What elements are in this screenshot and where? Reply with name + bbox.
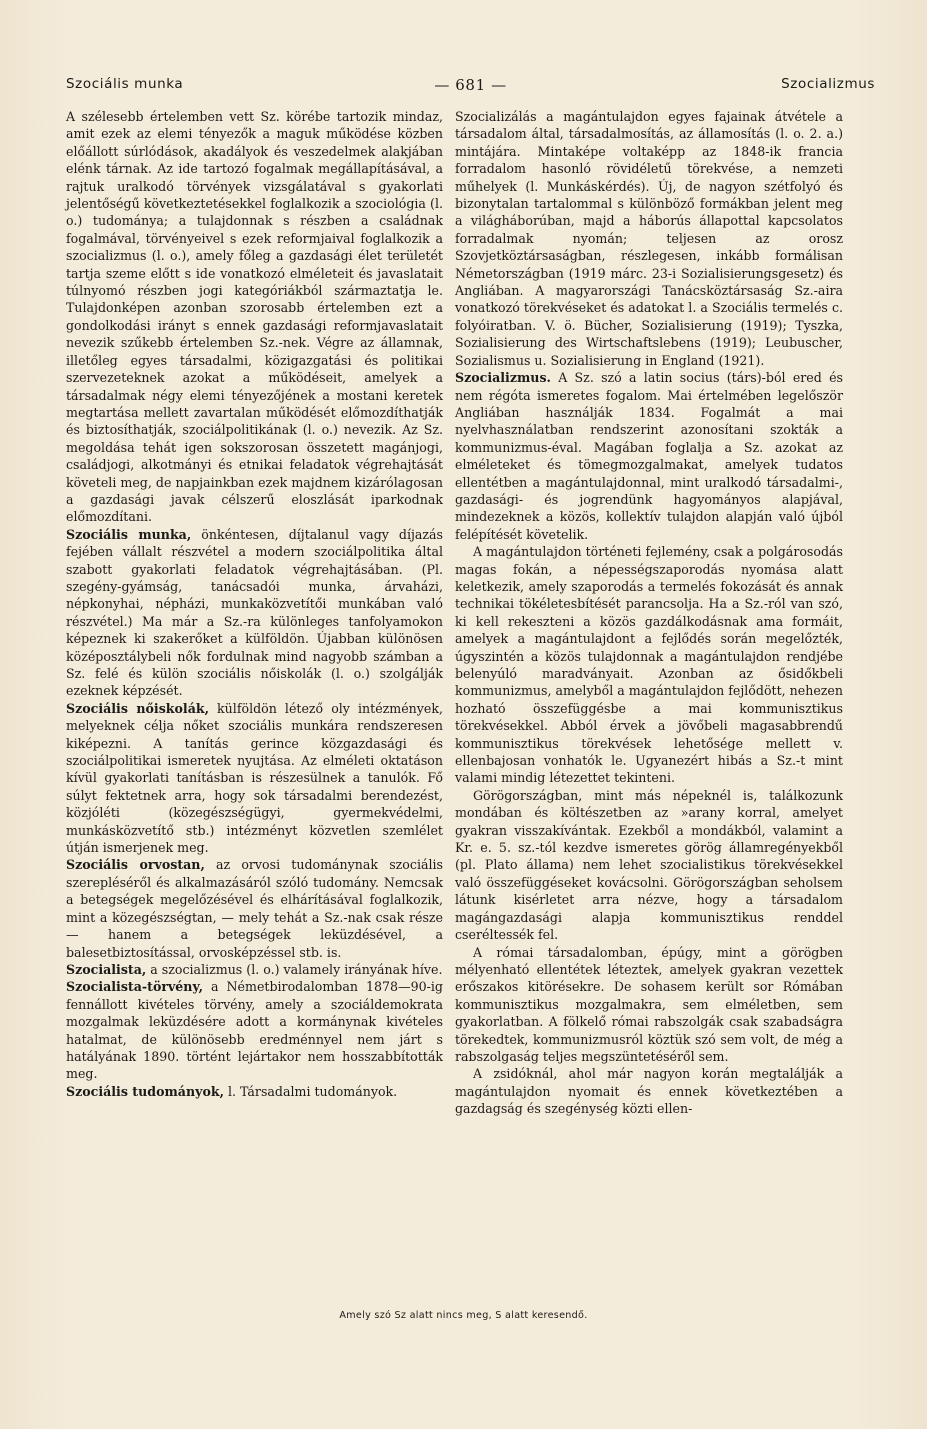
entry-term: Szociális orvostan,	[66, 857, 205, 873]
entry-text: Görögországban, mint más népeknél is, találkozunk mondában és költészetben az »arany korral, amelyet gyakran visszakívántak. Ezekből a mondákból, valamint a Kr. e. 5. sz.-tól kezdve ismeretes görög államregényekből (pl. Plato állama) nem lehet szocialistikus törekvésekkel való összefüggéseket kovácsolni. Görögországban seholsem látunk kisérletet arra nézve, hogy a társadalom magángazdasági alapja kommunisztikus renddel cseréltessék fel.	[455, 787, 843, 943]
header-left-title: Szociális munka	[66, 76, 184, 92]
paragraph	[66, 108, 443, 526]
entry-term: Szocializmus.	[455, 370, 551, 386]
left-column	[66, 108, 443, 1100]
paragraph	[66, 1083, 443, 1100]
entry-term: Szocialista-törvény,	[66, 979, 203, 995]
paragraph	[455, 108, 843, 369]
entry-text: A zsidóknál, ahol már nagyon korán megtalálják a magántulajdon nyomait és ennek következtében a gazdagság és szegénység közti ellen-	[455, 1066, 843, 1117]
entry-term: Szociális nőiskolák,	[66, 700, 209, 716]
entry-text: A magántulajdon történeti fejlemény, csak a polgárosodás magas fokán, a népességszaporodás nyomása alatt keletkezik, amely szaporodás a termelés fokozását és annak technikai tökéletesbítését parancsolja. Ha a Sz.-ról van szó, ki kell rekeszteni a közös gazdálkodásnak ama formáit, amelyek a magántulajdont a fejlődés során megelőzték, úgyszintén a közös tulajdonnak a magántulajdon rendjébe belenyúló maradványait. Azonban az ősidőkbeli kommunizmus, amelyből a magántulajdon fejlődött, nehezen hozható összefüggésbe a mai kommunisztikus törekvésekkel. Abból érvek a jövőbeli magasabbrendű kommunisztikus törekvések lehetősége mellett v. ellenbajosan vonhatók le. Ugyanezért hibás a Sz.-t mint valami mindig létezettet tekinteni.	[455, 544, 843, 786]
entry-text: a Németbirodalomban 1878—90-ig fennállott kivételes törvény, amely a szociáldemokrata mozgalmak leküzdésére adott a kormánynak kivételes hatalmat, de különösebb eredménnyel nem járt s hatályának 1890. történt lejártakor nem hosszabbították meg.	[66, 979, 443, 1082]
entry-text: külföldön létező oly intézmények, melyeknek célja nőket szociális munkára rendszeresen kiképezni. A tanítás gerince közgazdasági és szociálpolitikai ismeretek nyujtása. Az elméleti oktatáson kívül gyakorlati tanításban is részesülnek a tanulók. Fő súlyt fektetnek arra, hogy sok társadalmi berendezést, közjóléti (közegészségügyi, gyermekvédelmi, munkásközvetítő stb.) intézményt közvetlen szemlélet útján ismerjenek meg.	[66, 700, 443, 856]
paragraph	[66, 961, 443, 978]
entry-text: a szocializmus (l. o.) valamely irányának híve.	[146, 961, 443, 977]
paragraph	[455, 1065, 843, 1117]
running-header	[66, 76, 875, 96]
entry-text: az orvosi tudománynak szociális szerepléséről és alkalmazásáról szóló tudomány. Nemcsak a betegségek megelőzésével és elhárításával foglalkozik, mint a közegészségtan, — mely tehát a Sz.-nak csak része — hanem a betegségek leküzdésével, a balesetbiztosítással, orvosképzéssel stb. is.	[66, 857, 443, 960]
entry-term: Szocialista,	[66, 961, 147, 977]
entry-term: Szociális munka,	[66, 526, 192, 542]
paragraph	[66, 700, 443, 857]
entry-text: Szocializálás a magántulajdon egyes fajainak átvétele a társadalom által, társadalmosítás, az államosítás (l. o. 2. a.) mintájára. Mintaképe voltaképp az 1848-ik francia forradalom hasonló rövidéletű törekvése, a nemzeti műhelyek (l. Munkáskérdés). Új, de nagyon szétfolyó és bizonytalan tartalommal s különböző formákban jelent meg a világháborúban, majd a háborús állapottal kapcsolatos forradalmak nyomán; teljesen az orosz Szovjetköztársaságban, részlegesen, inkább formálisan Németországban (1919 márc. 23-i Sozialisierungsgesetz) és Angliában. A magyarországi Tanácsköztársaság Sz.-aira vonatkozó törekvéseket és adatokat l. a Szociális termelés c. folyóiratban. V. ö. Bücher, Sozialisierung (1919); Tyszka, Sozialisierung des Wirtschaftslebens (1919); Leubuscher, Sozialismus u. Sozialisierung in England (1921).	[455, 109, 843, 368]
page-footer-note: Amely szó Sz alatt nincs meg, S alatt keresendő.	[339, 1310, 588, 1321]
entry-text: A szélesebb értelemben vett Sz. körébe tartozik mindaz, amit ezek az elemi tényezők a maguk működése közben előállott súrlódások, akadályok és veszedelmek alakjában elénk tárnak. Az ide tartozó fogalmak megállapításával, a rajtuk uralkodó törvények vizsgálatával s gyakorlati jelentőségű következtetésekkel foglalkozik a szociológia (l. o.) tudománya; a tulajdonnak s részben a családnak fogalmával, törvényeivel s ezek reformjaival foglalkozik a szocializmus (l. o.), amely főleg a gazdasági élet területét tartja szeme előtt s ide vonatkozó elméleteit és javaslatait túlnyomó részben jogi kategóriákból származtatja le. Tulajdonképen azonban szorosabb értelemben ezt a gondolkodási irányt s ennek gazdasági reformjavaslatait nevezik szűkebb értelemben Sz.-nek. Végre az államnak, illetőleg egyes társadalmi, közigazgatási és politikai szervezeteknek azokat a működéseit, amelyek a társadalmak négy elemi tényezőjének a mostani keretek megtartása mellett zavartalan működését előmozdíthatják és biztosíthatják, szociálpolitikának (l. o.) nevezik. Az Sz. megoldása tehát igen sokszorosan összetett magánjogi, családjogi, alkotmányi és etnikai feladatok végrehajtását követeli meg, de napjainkban ezek majdnem kizárólagosan a gazdasági javak célszerű eloszlását iparkodnak előmozdítani.	[66, 109, 443, 525]
entry-text: A római társadalomban, épúgy, mint a görögben mélyenható ellentétek léteztek, amelyek gyakran vezettek erőszakos kitörésekre. De sohasem került sor Rómában kommunisztikus mozgalmakra, sem elméletben, sem gyakorlatban. A fölkelő római rabszolgák csak szabadságra törekedtek, kommunizmusról köztük szó sem volt, de még a rabszolgaság teljes megszüntetéséről sem.	[455, 944, 843, 1064]
paragraph	[66, 526, 443, 700]
paragraph	[66, 978, 443, 1082]
entry-text: A Sz. szó a latin socius (társ)-ból ered és nem régóta ismeretes fogalom. Mai értelmében legelőször Angliában használják 1834. Fogalmát a mai nyelvhasználatban rendszerint azonosítani szokták a kommunizmus-éval. Magában foglalja a Sz. azokat az elméleteket és tömegmozgalmakat, amelyek tudatos ellentétben a magántulajdonnal, mint uralkodó társadalmi-, gazdasági- és jogrendünk hagyományos alapjával, mindezeknek a közös, kollektív tulajdon alapján való újból felépítését követelik.	[455, 370, 843, 542]
entry-term: Szociális tudományok,	[66, 1083, 224, 1099]
header-right-title: Szocializmus	[781, 76, 875, 92]
paragraph	[455, 369, 843, 543]
entry-text: önkéntesen, díjtalanul vagy díjazás fejében vállalt részvétel a modern szociálpolitika által szabott gyakorlati feladatok végrehajtásában. (Pl. szegény-gyámság, tanácsadói munka, árvaházi, népkonyhai, népházi, munkaközvetítői munkában való részvétel.) Ma már a Sz.-ra különleges tanfolyamokon képeznek ki szakerőket a külföldön. Újabban különösen középosztálybeli nők fordulnak mind nagyobb számban a Sz. felé és külön szociális nőiskolák (l. o.) szolgálják ezeknek képzését.	[66, 526, 443, 699]
paragraph	[455, 543, 843, 787]
entry-text: l. Társadalmi tudományok.	[223, 1083, 398, 1099]
page-number: — 681 —	[434, 76, 507, 94]
paragraph	[455, 787, 843, 944]
right-column	[455, 108, 843, 1118]
paragraph	[455, 944, 843, 1066]
paragraph	[66, 856, 443, 960]
